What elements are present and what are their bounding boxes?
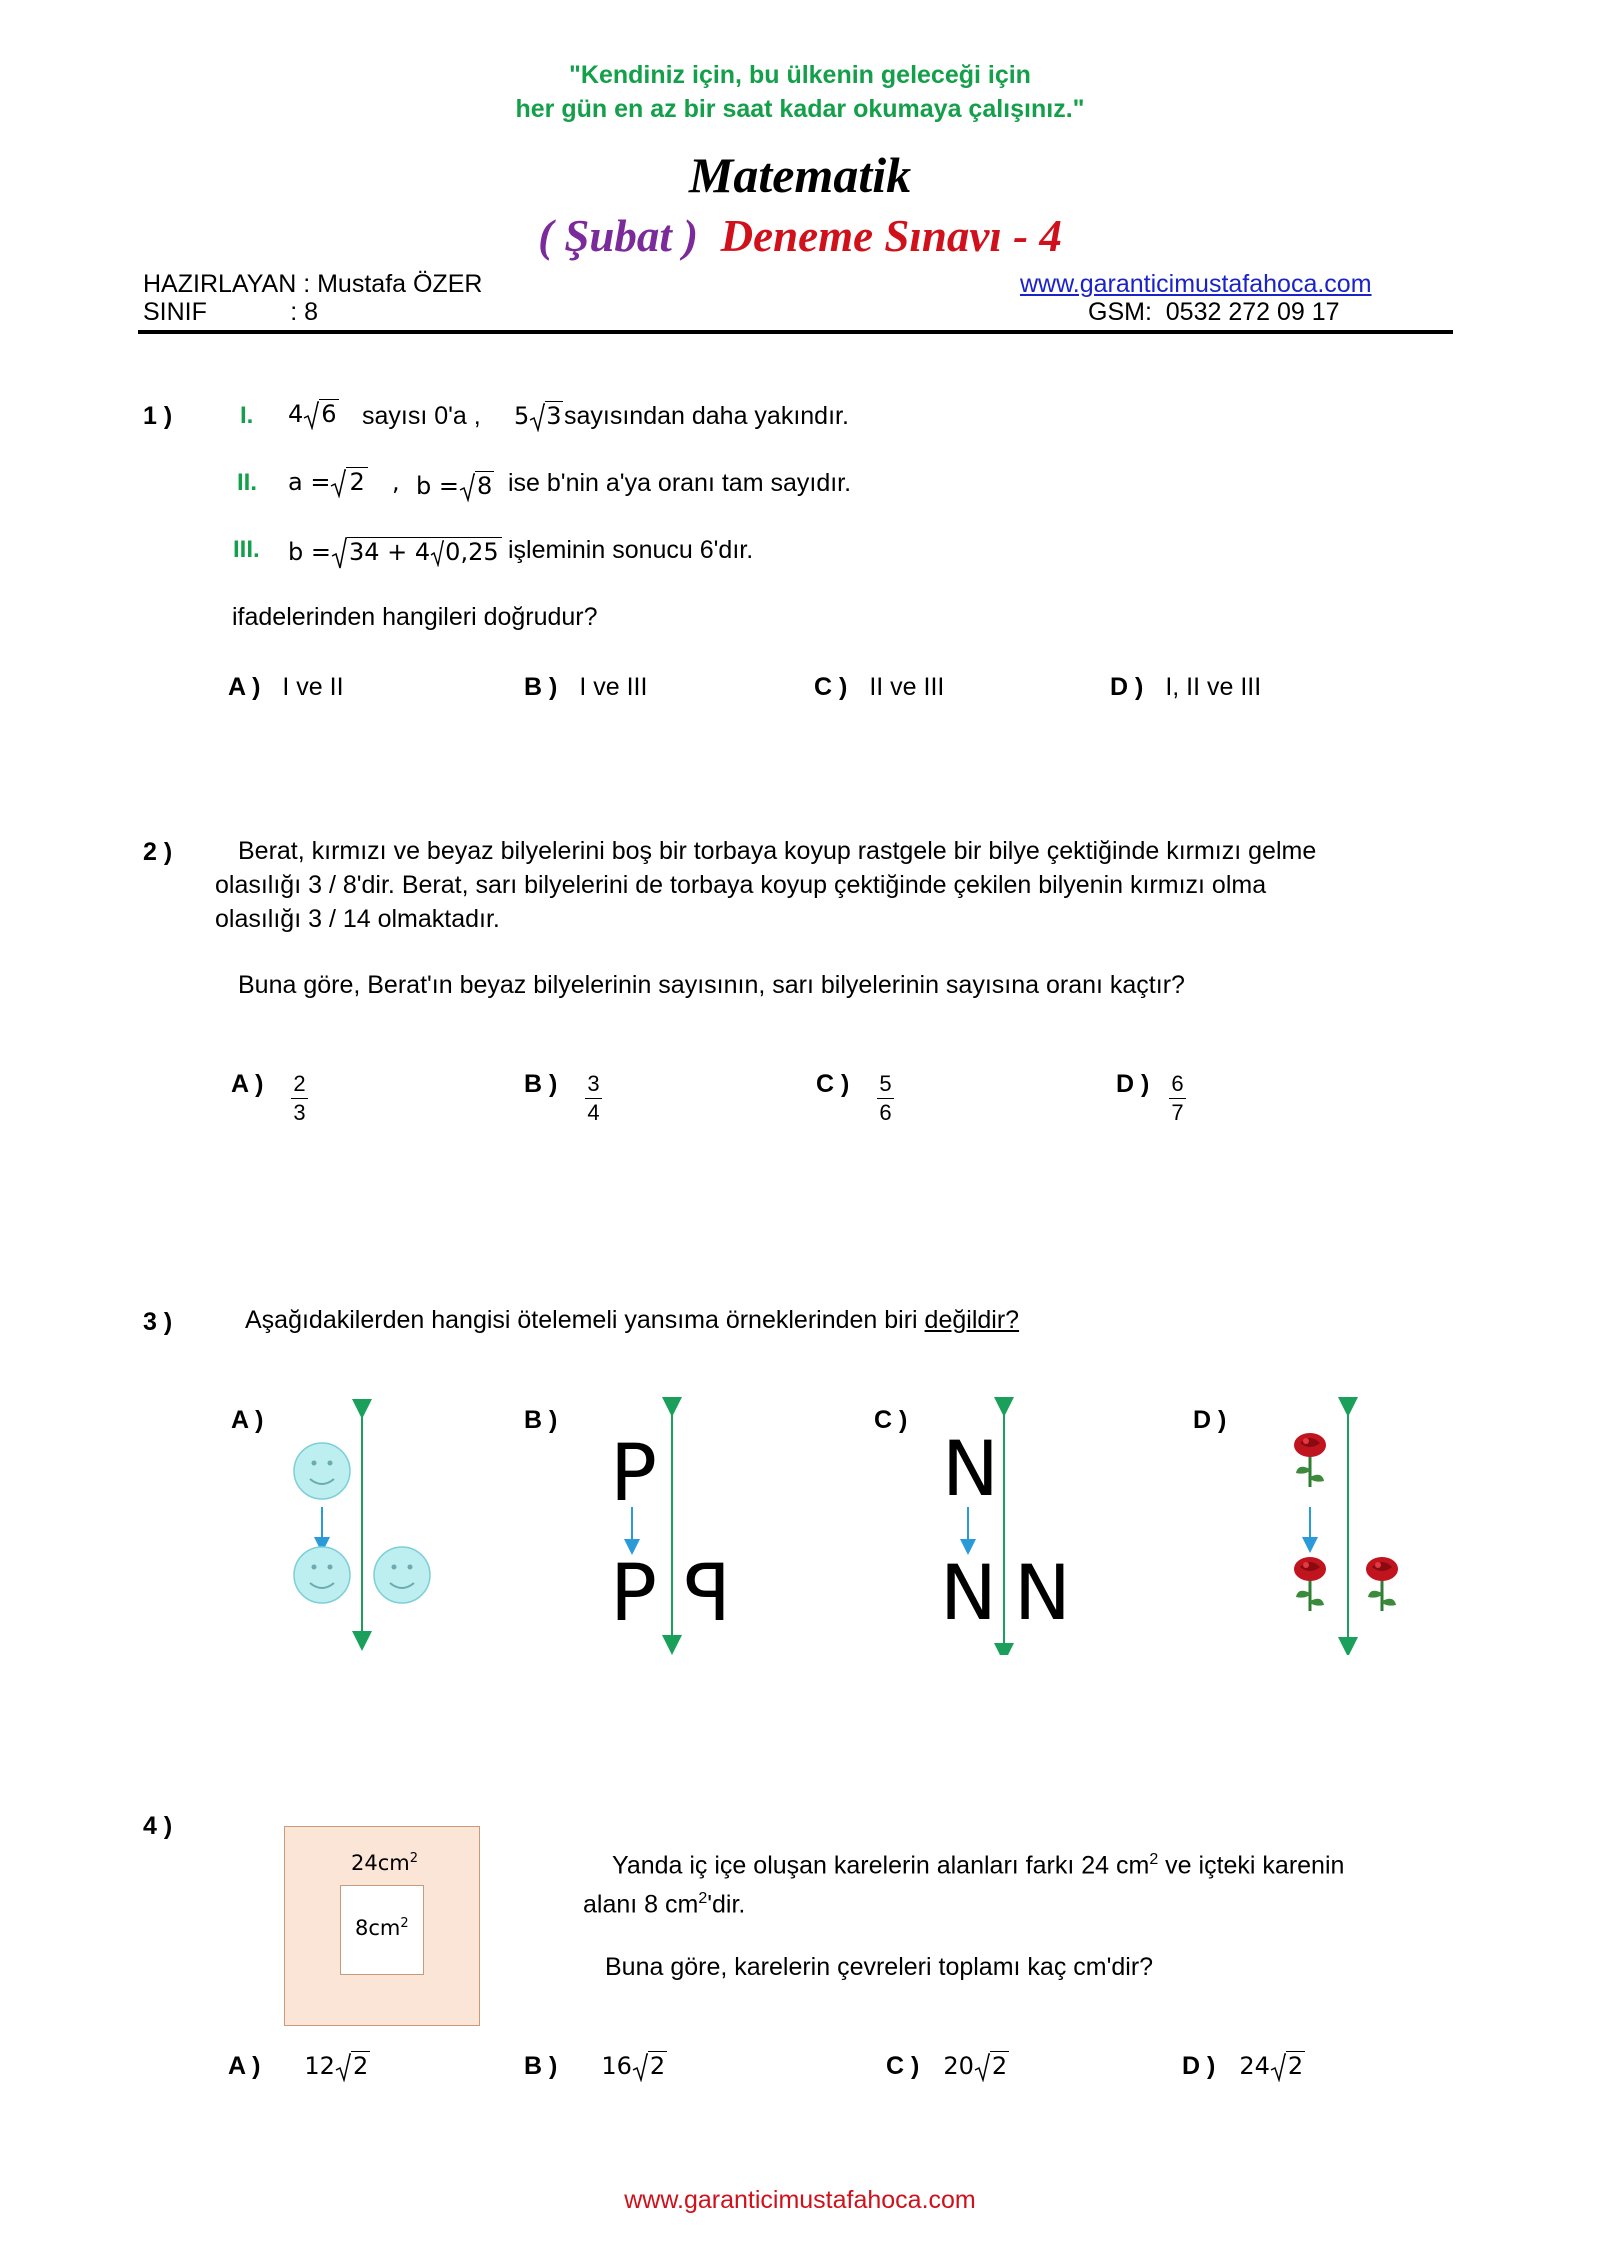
option-label: A ) [231,1070,264,1098]
q4-text-part: Yanda iç içe oluşan karelerin alanları farkı 24 cm [612,1851,1150,1880]
q4-text-exponent: 2 [698,1890,708,1907]
q1-statement-1-end: sayısından daha yakındır. [564,402,849,430]
glyph-reflected: P [684,1549,732,1639]
q1-expr-5root3 [514,402,563,432]
fraction-denominator: 3 [293,1100,306,1125]
website-link[interactable]: www.garanticimustafahoca.com [1020,270,1372,298]
smiley-icon [294,1547,350,1603]
expression-coefficient: 16 [601,2052,632,2080]
q1-statement-1-mid: sayısı 0'a , [362,402,481,430]
q3-option-a-label[interactable]: A ) [231,1406,264,1434]
q3-figure-c [936,1395,1086,1655]
question-2-number: 2 ) [143,838,173,866]
outer-square-exponent: 2 [409,1851,419,1866]
expression-radicand: 2 [1287,2052,1304,2080]
subtitle-month: ( Şubat ) [538,211,699,261]
q1-statement-2-roman: II. [237,469,258,496]
option-label: D ) [1110,673,1144,701]
q1-option-d[interactable] [1110,670,1261,704]
q4-question: Buna göre, karelerin çevreleri toplamı kaç cm'dir? [605,1953,1154,1981]
q3-figure-d [1270,1395,1410,1655]
prepared-by: HAZIRLAYAN : Mustafa ÖZER [143,270,483,298]
q1-expr-a-lhs: a = [288,468,331,496]
class-level: SINIF : 8 [143,298,319,326]
option-fraction [291,1070,307,1127]
page-title: Matematik [688,147,912,203]
q1-expr-b-lhs: b = [416,472,459,500]
smiley-icon [294,1443,350,1499]
q2-option-a[interactable] [231,1070,308,1127]
q1-statement-3-end: işleminin sonucu 6'dır. [508,536,754,564]
q3-figure-b [604,1395,744,1655]
option-label: A ) [228,2052,261,2080]
q1-expr-a [288,468,368,498]
q2-question: Buna göre, Berat'ın beyaz bilyelerinin sayısının, sarı bilyelerinin sayısına oranı kaçtır? [238,971,1185,999]
q3-figure-a [280,1395,460,1655]
rose-icon [1294,1433,1326,1487]
q4-text-line-2 [583,1882,745,1921]
q3-question [245,1303,1019,1337]
radical-icon [335,2052,351,2082]
motto-line-2: her gün en az bir saat kadar okumaya çalışınız." [515,95,1085,123]
option-label: B ) [524,1070,558,1098]
q1-expr-4root6-coef: 4 [288,400,304,428]
outer-square [284,1826,480,2026]
radical-icon [459,472,475,502]
option-label: A ) [228,673,261,701]
q1-expr-b-radicand: 8 [476,472,493,500]
expression-radicand: 2 [352,2052,369,2080]
option-fraction [1169,1070,1185,1127]
q4-option-a[interactable] [228,2052,370,2082]
q1-statement-2-end: ise b'nin a'ya oranı tam sayıdır. [508,469,852,497]
glyph-original: P [610,1429,658,1519]
q1-expr-nested-outer: 34 + 4 [348,538,431,566]
option-label: C ) [886,2052,920,2080]
q4-option-b[interactable] [524,2052,667,2082]
q2-option-c[interactable] [816,1070,894,1127]
q1-option-b[interactable] [524,670,647,704]
fraction-denominator: 7 [1171,1100,1184,1125]
glyph-translated: N [940,1548,997,1637]
q1-expr-nested-inner: 0,25 [445,538,499,566]
option-expression [943,2052,1009,2080]
expression-coefficient: 12 [304,2052,335,2080]
expression-coefficient: 24 [1239,2052,1270,2080]
q4-text-part: ve içteki karenin [1158,1851,1345,1880]
q1-expr-nested-root [288,536,502,570]
q2-text-line-3: olasılığı 3 / 14 olmaktadır. [215,905,500,933]
q1-expr-5root3-coef: 5 [514,402,530,430]
q1-statement-1-roman: I. [240,402,254,429]
footer-website[interactable]: www.garanticimustafahoca.com [624,2186,976,2214]
glyph-reflected: N [1014,1548,1071,1637]
inner-square-value: 8cm [355,1916,401,1940]
option-fraction [585,1070,601,1127]
gsm-number: GSM: 0532 272 09 17 [1088,298,1340,326]
option-text: I, II ve III [1165,673,1262,701]
fraction-denominator: 6 [879,1100,892,1125]
q2-option-b[interactable] [524,1070,602,1127]
q3-option-b-label[interactable]: B ) [524,1406,558,1434]
radical-icon [331,536,347,570]
option-label: B ) [524,673,558,701]
q1-statement-3-roman: III. [233,536,260,563]
expression-radicand: 2 [649,2052,666,2080]
fraction-numerator: 2 [291,1070,307,1099]
option-label: C ) [814,673,848,701]
rose-icon [1366,1557,1398,1611]
q1-expr-4root6-radicand: 6 [321,400,337,428]
q1-question: ifadelerinden hangileri doğrudur? [232,603,598,631]
radical-icon [974,2052,990,2082]
q2-option-d[interactable] [1116,1070,1186,1127]
expression-coefficient: 20 [943,2052,974,2080]
option-label: D ) [1116,1070,1150,1098]
q1-expr-a-radicand: 2 [346,467,367,496]
option-expression [304,2052,370,2080]
radical-icon [430,539,444,567]
q1-expr-4root6 [288,400,339,430]
inner-square-label [355,1916,409,1940]
expression-radicand: 2 [991,2052,1008,2080]
option-label: B ) [524,2052,558,2080]
q2-text-line-2: olasılığı 3 / 8'dir. Berat, sarı bilyelerini de torbaya koyup çektiğinde çekilen bilyenin kırmızı olma [215,871,1267,899]
q1-option-c[interactable] [814,670,944,704]
q1-statement-2-comma: , [392,468,400,496]
motto-line-1: "Kendiniz için, bu ülkenin geleceği için [569,61,1031,89]
rose-icon [1294,1557,1326,1611]
fraction-numerator: 6 [1169,1070,1185,1099]
question-1-number: 1 ) [143,402,173,430]
smiley-icon [374,1547,430,1603]
q3-question-emphasis: değildir? [924,1306,1020,1334]
option-expression [601,2052,667,2080]
q2-text-line-1: Berat, kırmızı ve beyaz bilyelerini boş bir torbaya koyup rastgele bir bilye çektiğinde kırmızı gelme [238,837,1317,865]
q3-option-d-label[interactable]: D ) [1193,1406,1227,1434]
q1-expr-b [416,472,494,502]
subtitle-exam: Deneme Sınavı - 4 [720,211,1062,261]
option-label: D ) [1182,2052,1216,2080]
q4-text-part: alanı 8 cm [583,1890,699,1919]
fraction-numerator: 5 [877,1070,893,1099]
option-expression [1239,2052,1305,2080]
inner-square [340,1885,424,1975]
option-label: C ) [816,1070,850,1098]
radical-icon [303,400,319,430]
glyph-original: N [942,1424,999,1513]
q3-question-text: Aşağıdakilerden hangisi ötelemeli yansıma örneklerinden biri [245,1306,925,1334]
outer-square-value: 24cm [351,1851,410,1875]
glyph-translated: P [610,1549,658,1639]
q4-option-d[interactable] [1182,2052,1305,2082]
q1-option-a[interactable] [228,670,344,704]
question-3-number: 3 ) [143,1308,173,1336]
radical-icon [330,468,346,498]
fraction-numerator: 3 [585,1070,601,1099]
fraction-denominator: 4 [587,1100,600,1125]
inner-square-exponent: 2 [400,1916,409,1931]
q3-option-c-label[interactable]: C ) [874,1406,908,1434]
q4-text-line-1 [612,1843,1344,1882]
radical-icon [529,402,545,432]
question-4-number: 4 ) [143,1812,173,1840]
radical-icon [1270,2052,1286,2082]
option-text: II ve III [869,673,945,701]
q1-expr-nested-lhs: b = [288,538,331,566]
outer-square-label [351,1851,418,1875]
q4-text-part: 'dir. [707,1890,746,1919]
q4-option-c[interactable] [886,2052,1009,2082]
q1-expr-5root3-radicand: 3 [546,402,562,430]
radical-icon [632,2052,648,2082]
header-divider [138,330,1453,334]
page-subtitle [0,210,1600,262]
option-text: I ve II [282,673,344,701]
option-text: I ve III [579,673,648,701]
option-fraction [877,1070,893,1127]
q4-text-exponent: 2 [1149,1851,1159,1868]
